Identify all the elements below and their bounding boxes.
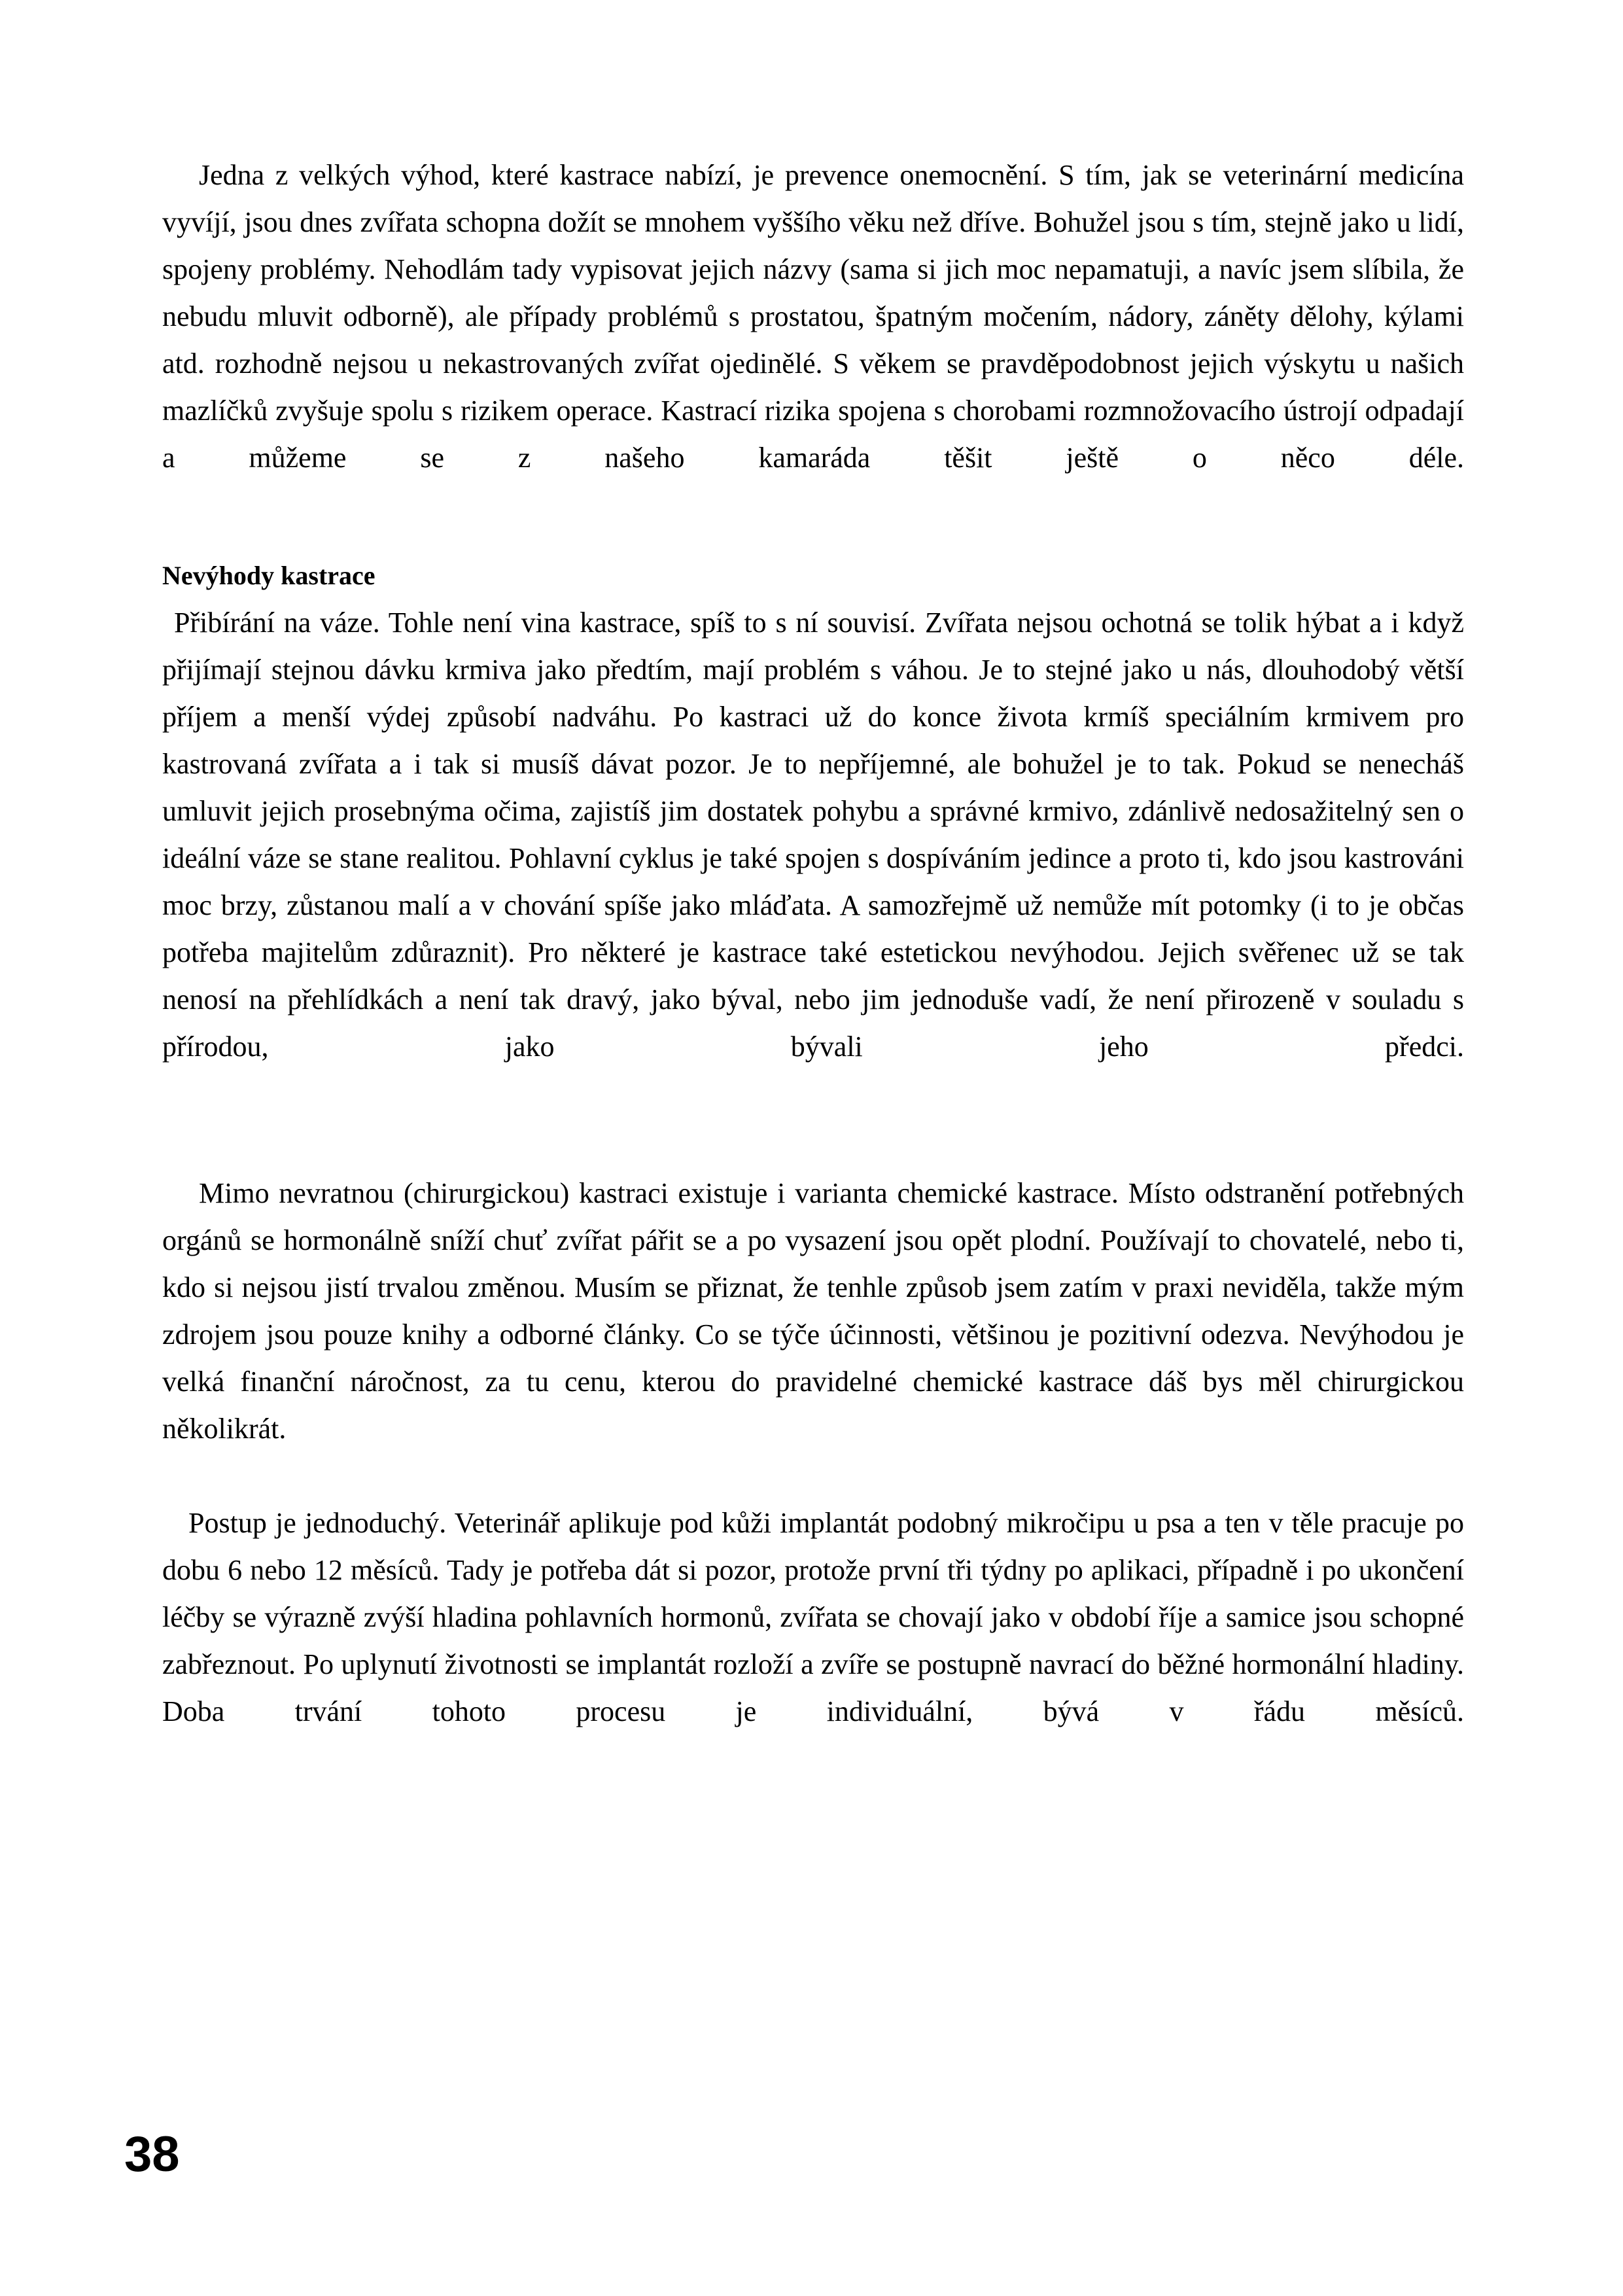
paragraph-implant-procedure: Postup je jednoduchý. Veterinář aplikuje pod kůži implantát podobný mikročipu u psa a ten v těle pracuje po dobu 6 nebo 12 měsíců. Tady je potřeba dát si pozor, protože první tři týdny po aplikaci, případně i po ukončení léčby se výrazně zvýší hladina pohlavních hormonů, zvířata se chovají jako v období říje a samice jsou schopné zabřeznout. Po uplynutí životnosti se implantát rozloží a zvíře se postupně navrací do běžné hormonální hladiny. Doba trvání tohoto procesu je individuální, bývá v řádu měsíců.: [162, 1507, 1464, 1727]
paragraph-chemical-castration: Mimo nevratnou (chirurgickou) kastraci existuje i varianta chemické kastrace. Místo odstranění potřebných orgánů se hormonálně sníží chuť zvířat pářit se a po vysazení jsou opět plodní. Používají to chovatelé, nebo ti, kdo si nejsou jistí trvalou změnou. Musím se přiznat, že tenhle způsob jsem zatím v praxi neviděla, takže mým zdrojem jsou pouze knihy a odborné články. Co se týče účinnosti, většinou je pozitivní odezva. Nevýhodou je velká finanční náročnost, za tu cenu, kterou do pravidelné chemické kastrace dáš bys měl chirurgickou několikrát.: [162, 1177, 1464, 1445]
section-spacer: [162, 1118, 1464, 1170]
paragraph-spacer: [162, 529, 1464, 552]
page-number: 38: [124, 2127, 180, 2182]
paragraph-weight-gain-and-drawbacks: Přibírání na váze. Tohle není vina kastrace, spíš to s ní souvisí. Zvířata nejsou ochotná se tolik hýbat a i když přijímají stejnou dávku krmiva jako předtím, mají problém s váhou. Je to stejné jako u nás, dlouhodobý větší příjem a menší výdej způsobí nadváhu. Po kastraci už do konce života krmíš speciálním krmivem pro kastrovaná zvířata a i tak si musíš dávat pozor. Je to nepříjemné, ale bohužel je to tak. Pokud se nenecháš umluvit jejich prosebnýma očima, zajistíš jim dostatek pohybu a správné krmivo, zdánlivě nedosažitelný sen o ideální váze se stane realitou. Pohlavní cyklus je také spojen s dospíváním jedince a proto ti, kdo jsou kastrováni moc brzy, zůstanou malí a v chování spíše jako mláďata. A samozřejmě už nemůže mít potomky (i to je občas potřeba majitelům zdůraznit). Pro některé je kastrace také estetickou nevýhodou. Jejich svěřenec už se tak nenosí na přehlídkách a není tak dravý, jako býval, nebo jim jednoduše vadí, že není přirozeně v souladu s přírodou, jako bývali jeho předci.: [162, 607, 1464, 1063]
paragraph-advantages-disease-prevention: Jedna z velkých výhod, které kastrace nabízí, je prevence onemocnění. S tím, jak se veterinární medicína vyvíjí, jsou dnes zvířata schopna dožít se mnohem vyššího věku než dříve. Bohužel jsou s tím, stejně jako u lidí, spojeny problémy. Nehodlám tady vypisovat jejich názvy (sama si jich moc nepamatuji, a navíc jsem slíbila, že nebudu mluvit odborně), ale případy problémů s prostatou, špatným močením, nádory, záněty dělohy, kýlami atd. rozhodně nejsou u nekastrovaných zvířat ojedinělé. S věkem se pravděpodobnost jejich výskytu u našich mazlíčků zvyšuje spolu s rizikem operace. Kastrací rizika spojena s chorobami rozmnožovacího ústrojí odpadají a můžeme se z našeho kamaráda těšit ještě o něco déle.: [162, 159, 1464, 474]
heading-disadvantages-of-castration: Nevýhody kastrace: [162, 561, 375, 590]
text-column: [162, 152, 1464, 1782]
